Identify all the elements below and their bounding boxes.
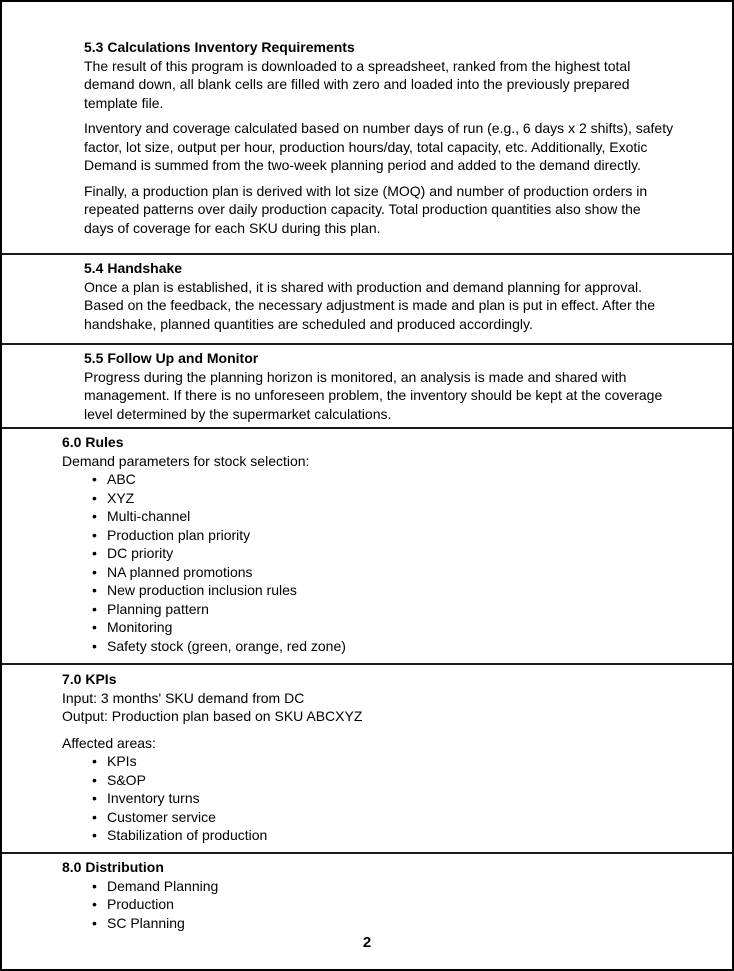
bullet-text: Multi-channel bbox=[107, 508, 191, 524]
bullet-icon: • bbox=[92, 877, 97, 894]
bullet-item bbox=[62, 600, 694, 619]
section-intro: Affected areas: bbox=[62, 734, 156, 751]
section-heading: 8.0 Distribution bbox=[62, 859, 164, 875]
bullet-item bbox=[62, 544, 694, 563]
text-line: Once a plan is established, it is shared with production and demand planning for approval. bbox=[84, 278, 643, 295]
section-heading: 5.5 Follow Up and Monitor bbox=[84, 350, 259, 366]
bullet-text: XYZ bbox=[107, 489, 135, 506]
output-line: Output: Production plan based on SKU ABCXYZ bbox=[62, 708, 363, 724]
text-line: Demand is summed from the two-week planning period and added to the demand directly. bbox=[84, 157, 641, 173]
bullet-item bbox=[62, 826, 694, 845]
bullet-item bbox=[62, 470, 694, 489]
bullet-icon: • bbox=[92, 790, 97, 806]
bullet-text: NA planned promotions bbox=[107, 563, 253, 580]
section-6-0 bbox=[2, 427, 732, 663]
bullet-icon: • bbox=[92, 753, 97, 769]
bullet-item bbox=[62, 752, 694, 771]
bullet-text: Safety stock (green, orange, red zone) bbox=[107, 637, 346, 654]
bullet-item bbox=[62, 581, 694, 600]
bullet-icon: • bbox=[92, 771, 97, 788]
bullet-icon: • bbox=[92, 637, 97, 654]
bullet-item bbox=[62, 526, 694, 545]
bullet-text: Customer service bbox=[107, 808, 216, 825]
input-line: Input: 3 months' SKU demand from DC bbox=[62, 689, 305, 706]
bullet-item bbox=[62, 563, 694, 582]
section-7-0 bbox=[2, 663, 732, 852]
paragraph bbox=[84, 278, 694, 334]
text-line: Inventory and coverage calculated based on number days of run (e.g., 6 days x 2 shifts), safety bbox=[84, 120, 674, 136]
bullet-icon: • bbox=[92, 827, 97, 843]
bullet-icon: • bbox=[92, 563, 97, 580]
bullet-icon: • bbox=[92, 526, 97, 543]
text-line: repeated patterns over daily production capacity. Total production quantities also show the bbox=[84, 201, 641, 217]
bullet-item bbox=[62, 489, 694, 508]
bullet-item bbox=[62, 808, 694, 827]
text-line: level determined by the supermarket calculations. bbox=[84, 405, 392, 422]
paragraph bbox=[84, 368, 694, 424]
bullet-icon: • bbox=[92, 808, 97, 825]
text-line: days of coverage for each SKU during this plan. bbox=[84, 219, 381, 236]
section-heading: 6.0 Rules bbox=[62, 434, 124, 450]
bullet-item bbox=[62, 877, 694, 896]
text-line: template file. bbox=[84, 94, 164, 111]
bullet-text: Production bbox=[107, 896, 174, 912]
bullet-icon: • bbox=[92, 619, 97, 635]
section-heading: 5.4 Handshake bbox=[84, 260, 183, 276]
bullet-text: Production plan priority bbox=[107, 526, 251, 543]
bullet-text: ABC bbox=[107, 471, 136, 487]
section-5-4 bbox=[2, 253, 732, 343]
bullet-text: DC priority bbox=[107, 545, 174, 561]
bullet-item bbox=[62, 789, 694, 808]
bullet-text: Inventory turns bbox=[107, 790, 200, 806]
bullet-text: SC Planning bbox=[107, 914, 185, 931]
bullet-text: Planning pattern bbox=[107, 600, 209, 617]
page-number: 2 bbox=[362, 934, 372, 951]
bullet-text: S&OP bbox=[107, 771, 146, 788]
bullet-icon: • bbox=[92, 600, 97, 617]
section-heading: 5.3 Calculations Inventory Requirements bbox=[84, 39, 355, 55]
section-heading: 7.0 KPIs bbox=[62, 671, 117, 687]
section-intro: Demand parameters for stock selection: bbox=[62, 452, 310, 469]
bullet-item bbox=[62, 895, 694, 914]
bullet-text: KPIs bbox=[107, 753, 137, 769]
bullet-icon: • bbox=[92, 582, 97, 598]
bullet-text: Monitoring bbox=[107, 619, 173, 635]
bullet-icon: • bbox=[92, 545, 97, 561]
text-line: Based on the feedback, the necessary adjustment is made and plan is put in effect. After the bbox=[84, 297, 655, 313]
bullet-item bbox=[62, 507, 694, 526]
text-line: factor, lot size, output per hour, production hours/day, total capacity, etc. Additionally, Exotic bbox=[84, 138, 648, 155]
bullet-item bbox=[62, 637, 694, 656]
text-line: Progress during the planning horizon is monitored, an analysis is made and shared with bbox=[84, 368, 627, 385]
text-line: Finally, a production plan is derived with lot size (MOQ) and number of production orders in bbox=[84, 182, 648, 199]
bullet-item bbox=[62, 914, 694, 933]
bullet-icon: • bbox=[92, 508, 97, 524]
bullet-item bbox=[62, 618, 694, 637]
section-5-3 bbox=[2, 2, 732, 253]
section-5-5 bbox=[2, 343, 732, 427]
bullet-icon: • bbox=[92, 896, 97, 912]
text-line: demand down, all blank cells are filled with zero and loaded into the previously prepared bbox=[84, 76, 630, 92]
paragraph bbox=[84, 182, 694, 238]
paragraph bbox=[84, 119, 694, 175]
bullet-icon: • bbox=[92, 489, 97, 506]
bullet-item bbox=[62, 771, 694, 790]
text-line: The result of this program is downloaded to a spreadsheet, ranked from the highest total bbox=[84, 57, 631, 74]
paragraph bbox=[84, 57, 694, 113]
text-line: handshake, planned quantities are scheduled and produced accordingly. bbox=[84, 315, 533, 332]
bullet-text: Demand Planning bbox=[107, 877, 219, 894]
text-line: management. If there is no unforeseen problem, the inventory should be kept at the coverage bbox=[84, 387, 663, 403]
bullet-icon: • bbox=[92, 914, 97, 931]
bullet-text: New production inclusion rules bbox=[107, 582, 297, 598]
bullet-text: Stabilization of production bbox=[107, 827, 268, 843]
bullet-icon: • bbox=[92, 471, 97, 487]
